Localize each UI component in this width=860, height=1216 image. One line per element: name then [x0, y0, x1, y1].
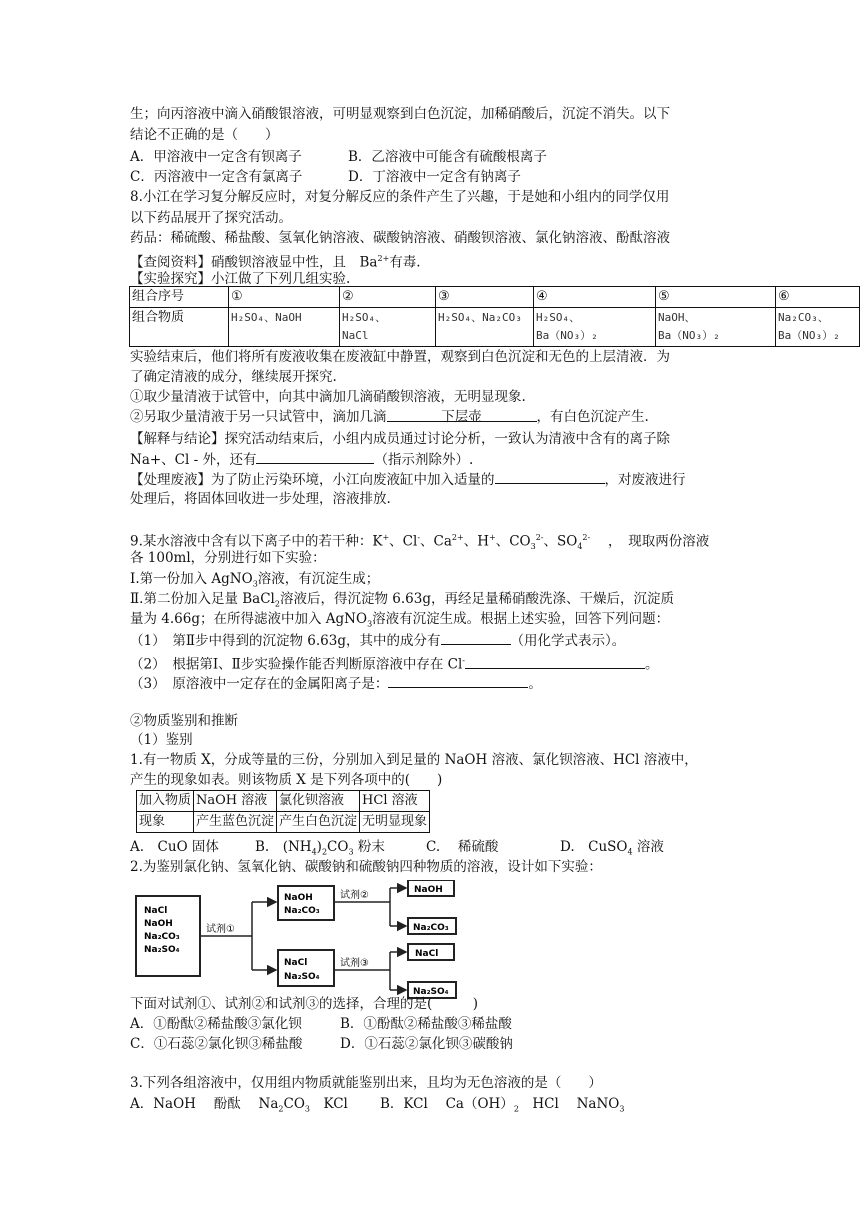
s2-q2-option-b: B．①酚酞②稀盐酸③稀盐酸 [340, 1016, 512, 1032]
q8-conclusion: 【解释与结论】探究活动结束后，小组内成员通过讨论分析，一致认为清液中含有的离子除 [130, 431, 670, 447]
q8-disposal-2: 处理后，将固体回收进一步处理，溶液排放. [130, 491, 391, 507]
answer-blank[interactable]: 下层壶 [387, 408, 537, 422]
table-cell: H₂SO₄、 Ba（NO₃）₂ [534, 308, 656, 347]
q7-stem-line-2: 结论不正确的是（ ） [130, 127, 279, 143]
table-cell: ⑤ [656, 287, 776, 308]
q8-reference-info: 【查阅资料】硝酸钡溶液显中性，且 $Ba^{2+}$有毒. [130, 254, 421, 271]
s2-q3-line-1: 3.下列各组溶液中，仅用组内物质就能鉴别出来，且均为无色溶液的是（ ） [130, 1075, 602, 1091]
q9-sub-question-1: （1） 第Ⅱ步中得到的沉淀物 6.63g，其中的成分有 （用化学式表示）。 [130, 633, 626, 649]
q9-part-2b: 量为 4.66g；在所得滤液中加入 AgNO$_3$溶液有沉淀生成。根据上述实验，回答下列问题： [130, 611, 670, 629]
q7-options-ab [130, 148, 547, 166]
lower-item: Na₂SO₄ [284, 972, 320, 982]
table-cell: 产生白色沉淀 [277, 812, 360, 833]
answer-blank[interactable] [495, 470, 605, 484]
start-item: Na₂SO₄ [144, 945, 180, 955]
s2-q2-options-cd [130, 1035, 513, 1053]
q7-option-d: D．丁溶液中一定含有钠离子 [348, 169, 521, 185]
output-label-3: NaCl [415, 949, 439, 959]
q8-step-2: ②另取少量清液于另一只试管中，滴加几滴 下层壶 ，有白色沉淀产生. [130, 409, 649, 425]
s2-q1-option-d: D. CuSO$_4$ 溶液 [560, 839, 664, 857]
q7-option-a: A．甲溶液中一定含有钡离子 [130, 149, 302, 165]
table-cell: ② [340, 287, 436, 308]
reagent-3-label: 试剂③ [340, 958, 369, 969]
q7-option-c: C．丙溶液中一定含有氯离子 [130, 169, 303, 185]
table-cell: 无明显现象 [360, 812, 430, 833]
table-cell: NaOH、 Ba（NO₃）₂ [656, 308, 776, 347]
table-cell: 氯化钡溶液 [277, 791, 360, 812]
q8-conclusion-2: Na+、Cl - 外，还有 （指示剂除外）. [130, 452, 474, 468]
q7-stem-line-1: 生；向丙溶液中滴入硝酸银溶液，可明显观察到白色沉淀，加稀硝酸后，沉淀不消失。以下 [130, 106, 670, 122]
table-row [130, 287, 860, 308]
answer-blank[interactable] [465, 655, 645, 669]
reagent-1-label: 试剂① [206, 924, 235, 935]
s2-q3-option-a: A．NaOH 酚酞 $Na_2CO_3$ KCl [130, 1096, 348, 1114]
q9-part-1: Ⅰ.第一份加入 AgNO$_3$溶液，有沉淀生成； [130, 571, 380, 589]
lower-item: NaCl [284, 958, 308, 968]
s2-q2-question: 下面对试剂①、试剂②和试剂③的选择，合理的是( ) [130, 996, 479, 1012]
q9-line-2: 各 100ml，分别进行如下实验： [130, 550, 326, 566]
s2-q1-option-b: B. $(NH_4)_2CO_3$ 粉末 [255, 839, 385, 857]
table-cell: ④ [534, 287, 656, 308]
q7-option-b: B．乙溶液中可能含有硫酸根离子 [348, 149, 547, 165]
table-cell: H₂SO₄、NaOH [229, 308, 340, 347]
s2-q3-options [130, 1095, 625, 1119]
answer-blank[interactable] [256, 450, 374, 464]
q9-sub-question-2: （2） 根据第Ⅰ、Ⅱ步实验操作能否判断原溶液中存在 Cl- 。 [130, 656, 659, 673]
s2-q2-option-a: A．①酚酞②稀盐酸③氯化钡 [130, 1016, 302, 1032]
q9-line-1: 9.某水溶液中含有以下离子中的若干种：K+、Cl-、$Ca^{2+}$、H+、$CO_3^{2-}$、$SO_4^{2-}$ ， 现取两份溶液 [130, 533, 710, 552]
table-cell: HCl 溶液 [360, 791, 430, 812]
q8-line-2: 以下药品展开了探究活动。 [130, 210, 292, 226]
q8-combination-table [129, 286, 860, 347]
table-cell: ⑥ [776, 287, 860, 308]
table-cell: H₂SO₄、 NaCl [340, 308, 436, 347]
table-cell: ③ [436, 287, 534, 308]
q9-sub-question-3: （3） 原溶液中一定存在的金属阳离子是： 。 [130, 676, 542, 692]
table-cell: NaOH 溶液 [194, 791, 277, 812]
s2-q2-options-ab [130, 1015, 512, 1033]
q8-step-1: ①取少量清液于试管中，向其中滴加几滴硝酸钡溶液，无明显现象. [130, 389, 526, 405]
identification-flow-diagram [130, 880, 660, 1005]
start-item: NaOH [144, 919, 173, 929]
q7-options-cd [130, 168, 521, 186]
s2-q2-line-1: 2.为鉴别氯化钠、氢氧化钠、碳酸钠和硫酸钠四种物质的溶液，设计如下实验： [130, 859, 602, 875]
output-label-4: Na₂SO₄ [413, 987, 449, 997]
s2-q1-line-1: 1.有一物质 X，分成等量的三份，分别加入到足量的 NaOH 溶液、氯化钡溶液、HCl 溶液中， [130, 752, 698, 768]
q8-line-1: 8.小江在学习复分解反应时，对复分解反应的条件产生了兴趣，于是她和小组内的同学仅用 [130, 189, 670, 205]
s2-q1-option-a: A. CuO 固体 [130, 839, 219, 855]
table-cell: 现象 [137, 812, 194, 833]
s2-q3-option-b: B．KCl $Ca(OH)_2$ HCl NaNO$_3$ [380, 1096, 625, 1114]
q9-part-2: Ⅱ.第二份加入足量 BaCl$_2$溶液后，得沉淀物 6.63g，再经足量稀硝酸洗涤、干燥后，沉淀质 [130, 591, 674, 609]
upper-item: Na₂CO₃ [284, 906, 320, 916]
s2-q2-option-c: C．①石蕊②氯化钡③稀盐酸 [130, 1036, 303, 1052]
s2-q2-option-d: D．①石蕊②氯化钡③碳酸钠 [340, 1036, 513, 1052]
table-cell: H₂SO₄、Na₂CO₃ [436, 308, 534, 347]
section-title: ②物质鉴别和推断 [130, 713, 238, 729]
q8-line-6: 实验结束后，他们将所有废液收集在废液缸中静置，观察到白色沉淀和无色的上层清液．为 [130, 349, 670, 365]
q8-reagents: 药品：稀硫酸、稀盐酸、氢氧化钠溶液、碳酸钠溶液、硝酸钡溶液、氯化钠溶液、酚酞溶液 [130, 230, 670, 246]
s2-q1-phenomenon-table [136, 790, 430, 833]
q8-disposal: 【处理废液】为了防止污染环境，小江向废液缸中加入适量的 ，对废液进行 [130, 472, 686, 488]
start-item: NaCl [144, 906, 168, 916]
answer-blank[interactable] [388, 674, 528, 688]
output-label-2: Na₂CO₃ [413, 923, 449, 933]
output-label-1: NaOH [414, 885, 443, 895]
table-cell: ① [229, 287, 340, 308]
table-row [137, 791, 430, 812]
section-subtitle: （1）鉴别 [130, 732, 193, 748]
table-row [137, 812, 430, 833]
q8-line-7: 了确定清液的成分，继续展开探究. [130, 369, 337, 385]
s2-q1-options [130, 838, 664, 857]
start-item: Na₂CO₃ [144, 932, 180, 942]
reagent-2-label: 试剂② [340, 890, 369, 901]
table-cell: 产生蓝色沉淀 [194, 812, 277, 833]
table-cell: 组合序号 [130, 287, 229, 308]
table-cell: Na₂CO₃、 Ba（NO₃）₂ [776, 308, 860, 347]
answer-blank[interactable] [441, 631, 511, 645]
s2-q1-option-c: C. 稀硫酸 [426, 839, 499, 855]
s2-q1-line-2: 产生的现象如表。则该物质 X 是下列各项中的( ) [130, 772, 443, 788]
upper-item: NaOH [284, 893, 313, 903]
table-cell: 加入物质 [137, 791, 194, 812]
table-cell: 组合物质 [130, 308, 229, 347]
table-row [130, 308, 860, 347]
q8-experiment-intro: 【实验探究】小江做了下列几组实验. [130, 271, 351, 287]
